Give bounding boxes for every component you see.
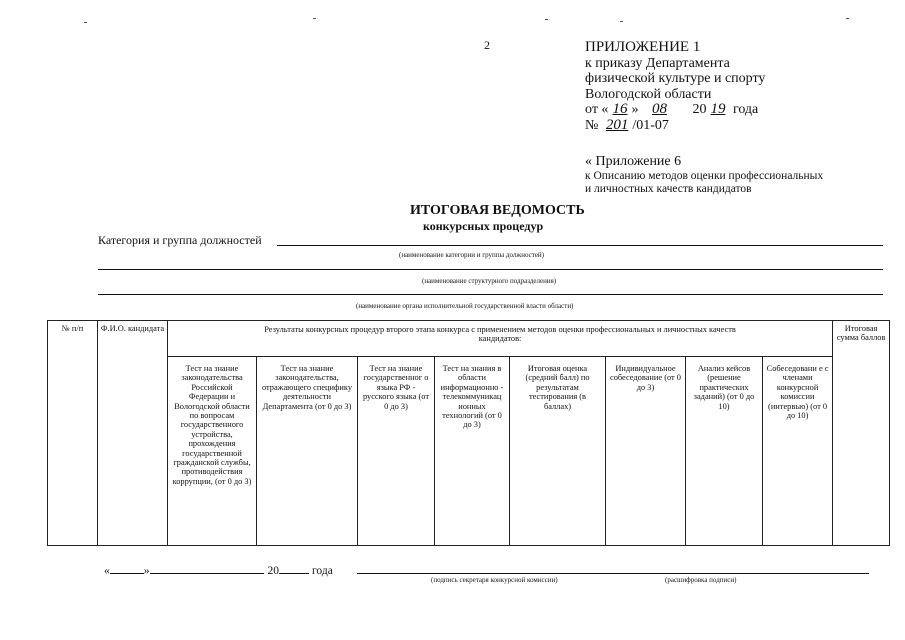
decode-caption: (расшифровка подписи) — [665, 576, 737, 584]
appendix6-line-2: к Описанию методов оценки профессиональных — [585, 170, 824, 182]
division-line — [98, 269, 883, 270]
number-suffix: /01-07 — [632, 117, 669, 133]
appendix6-line-1: « Приложение 6 — [585, 154, 682, 169]
header-test-legislation-rf: Тест на знание законодательства Российской Федерации и Вологодской области по вопросам государственного устройства, прохождения государственной гражданской службы, противодействия коррупции, (от 0 до 3) — [168, 357, 257, 546]
date-month: 08 — [651, 101, 667, 117]
footer-quote-open: « — [104, 565, 110, 577]
document-title: ИТОГОВАЯ ВЕДОМОСТЬ — [410, 203, 585, 218]
footer-date-line — [104, 562, 333, 577]
date-sep: » — [631, 102, 639, 117]
results-table — [47, 320, 890, 546]
date-year-prefix: 20 — [692, 102, 707, 117]
number-value: 201 — [605, 116, 629, 133]
number-prefix: № — [585, 117, 599, 133]
document-subtitle: конкурсных процедур — [423, 219, 544, 233]
authority-caption: (наименование органа исполнительной государственной власти области) — [356, 302, 574, 310]
header-test-russian: Тест на знание государственног о языка РФ - русского языка (от 0 до 3) — [358, 357, 435, 546]
appendix6-line-3: и личностных качеств кандидатов — [585, 183, 752, 195]
appendix-number-line — [585, 118, 765, 134]
division-caption: (наименование структурного подразделения) — [422, 277, 557, 285]
header-test-it: Тест на знания в области информационно - телекоммуникац ионных технологий (от 0 до 3) — [435, 357, 510, 546]
authority-line — [98, 294, 883, 295]
page-number: 2 — [484, 38, 490, 52]
header-test-department: Тест на знание законодательства, отражающего специфику деятельности Департамента (от 0 до 3) — [257, 357, 358, 546]
appendix6-block — [585, 154, 823, 196]
header-individual-interview: Индивидуальное собеседование (от 0 до 3) — [606, 357, 686, 546]
footer-year-prefix: 20 — [267, 565, 279, 577]
date-year: 19 — [710, 101, 726, 117]
date-suffix: года — [732, 102, 759, 117]
footer-month-blank — [150, 562, 264, 574]
header-case-analysis: Анализ кейсов (решение практических заданий) (от 0 до 10) — [686, 357, 763, 546]
date-prefix: от « — [585, 102, 609, 117]
header-number: № п/п — [48, 321, 98, 546]
header-commission-interview: Собеседовани е с членами конкурсной комиссии (интервью) (от 0 до 10) — [763, 357, 833, 546]
footer-quote-close: » — [143, 565, 150, 577]
appendix-line-3: физической культуре и спорту — [585, 71, 766, 86]
category-label: Категория и группа должностей — [98, 233, 262, 247]
category-caption: (наименование категории и группы должностей) — [399, 251, 544, 259]
signature-line — [357, 573, 869, 574]
header-results-group: Результаты конкурсных процедур второго этапа конкурса с применением методов оценки профессиональных и личностных качеств кандидатов: — [168, 321, 833, 357]
appendix-block — [585, 40, 765, 133]
footer-day-blank — [110, 562, 144, 574]
appendix-title: ПРИЛОЖЕНИЕ 1 — [585, 39, 701, 55]
header-total: Итоговая сумма баллов — [833, 321, 890, 546]
header-average-score: Итоговая оценка (средний балл) по результатам тестирования (в баллах) — [510, 357, 606, 546]
appendix-line-2: к приказу Департамента — [585, 55, 730, 71]
category-line — [277, 245, 883, 246]
appendix-date-line — [585, 102, 765, 118]
footer-year-suffix: года — [312, 565, 333, 577]
date-day: 16 — [612, 101, 628, 117]
header-fio: Ф.И.О. кандидата — [98, 321, 168, 546]
signature-caption: (подпись секретаря конкурсной комиссии) — [431, 576, 558, 584]
footer-year-blank — [279, 562, 309, 574]
appendix-line-4: Вологодской области — [585, 86, 712, 102]
